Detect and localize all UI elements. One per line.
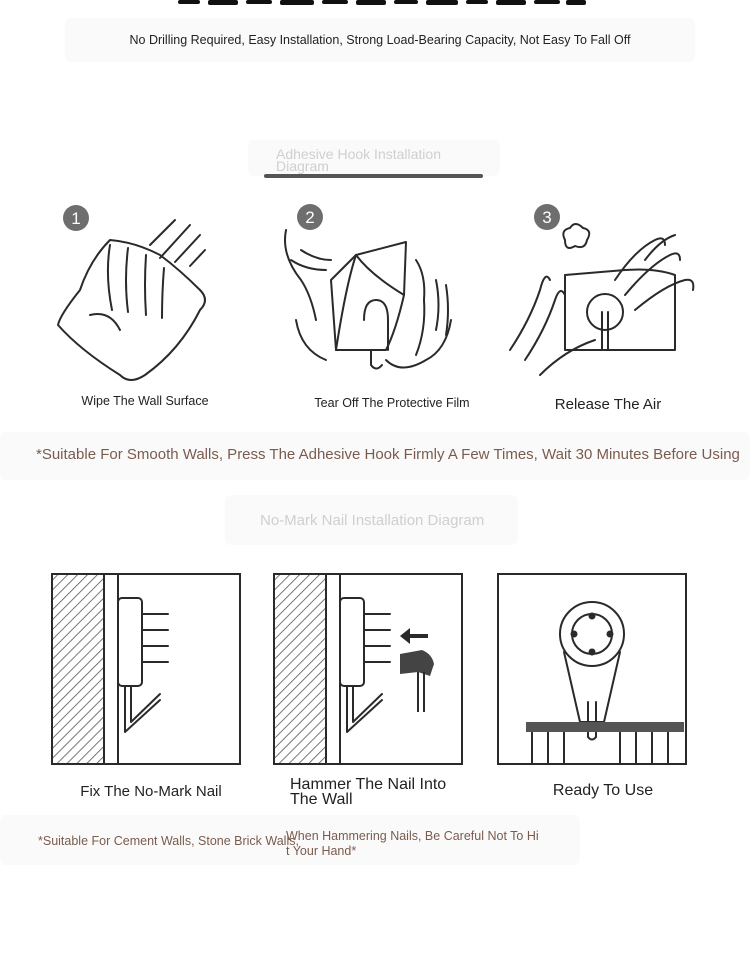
step-1-number: 1	[71, 209, 81, 228]
nail-step-1-label: Fix The No-Mark Nail	[80, 783, 222, 800]
step-1-label: Wipe The Wall Surface	[81, 394, 209, 408]
adhesive-section-title-box	[248, 140, 500, 176]
step-2-label: Tear Off The Protective Film	[314, 396, 470, 410]
ready-to-use-illustration	[496, 572, 690, 768]
nail-step-2-label: Hammer The Nail Into The Wall	[290, 776, 447, 808]
hammer-nail-illustration	[272, 572, 466, 768]
wipe-wall-illustration	[50, 200, 220, 390]
title-underline	[264, 174, 483, 178]
step-3-number: 3	[542, 208, 552, 227]
tear-film-illustration	[276, 200, 466, 390]
fix-nail-illustration	[50, 572, 244, 768]
step-3-label: Release The Air	[554, 396, 662, 413]
step-2-number: 2	[305, 208, 315, 227]
nail-step-3-label: Ready To Use	[552, 782, 654, 799]
nail-note-walls: *Suitable For Cement Walls, Stone Brick Walls,	[38, 834, 299, 848]
adhesive-usage-note: *Suitable For Smooth Walls, Press The Adhesive Hook Firmly A Few Times, Wait 30 Minutes Before Using	[36, 446, 740, 463]
cropped-headline	[0, 0, 750, 8]
adhesive-section-title: Adhesive Hook Installation Diagram	[276, 146, 441, 174]
nail-section-title: No-Mark Nail Installation Diagram	[260, 512, 485, 529]
nail-note-caution: When Hammering Nails, Be Careful Not To Hit Your Hand*	[286, 829, 539, 858]
nail-section-title-box	[225, 495, 518, 545]
release-air-illustration	[505, 200, 700, 392]
feature-subtitle: No Drilling Required, Easy Installation, Strong Load-Bearing Capacity, Not Easy To Fall Off	[65, 18, 695, 62]
